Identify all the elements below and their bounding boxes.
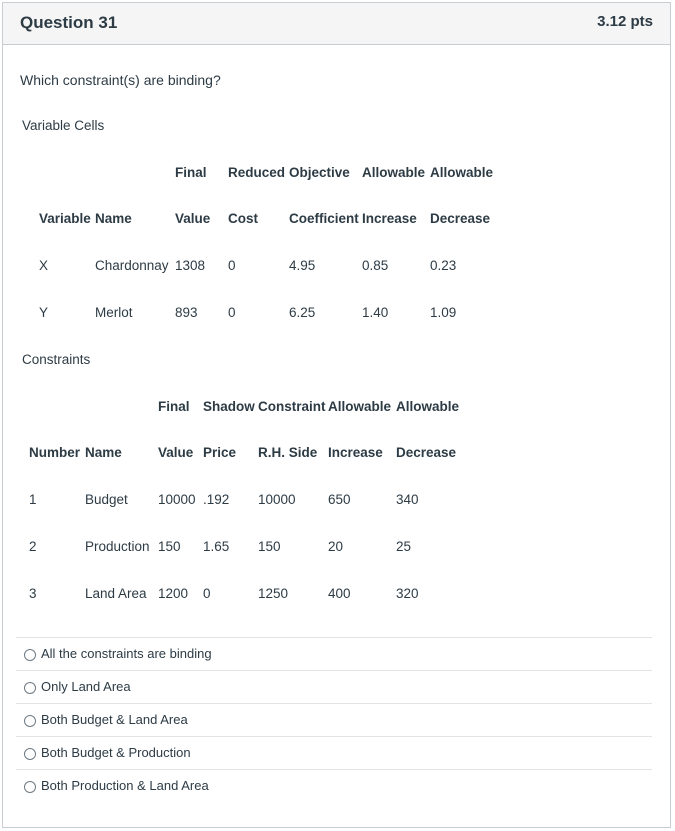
c-header-price: Price bbox=[203, 445, 237, 460]
vc-header-name: Name bbox=[95, 211, 132, 226]
vc-header-variable: Variable bbox=[39, 211, 91, 226]
table-cell: .192 bbox=[203, 492, 230, 507]
table-cell: 150 bbox=[158, 539, 181, 554]
answer-option-production-land-area[interactable] bbox=[16, 769, 652, 802]
answer-option-budget-land-area[interactable] bbox=[16, 703, 652, 736]
c-header-rh-side: R.H. Side bbox=[258, 445, 318, 460]
table-cell: 0.85 bbox=[362, 258, 389, 273]
table-cell: 340 bbox=[396, 492, 419, 507]
table-cell: 400 bbox=[328, 586, 351, 601]
vc-header-allowable-2: Allowable bbox=[430, 165, 494, 180]
table-cell: Chardonnay bbox=[95, 258, 169, 273]
answer-label[interactable]: Both Budget & Land Area bbox=[41, 712, 188, 727]
vc-header-value: Value bbox=[175, 211, 211, 226]
radio-button[interactable] bbox=[24, 748, 36, 760]
answer-list bbox=[16, 637, 652, 802]
vc-header-final: Final bbox=[175, 165, 207, 180]
c-header-allowable-1: Allowable bbox=[328, 399, 392, 414]
table-cell: 320 bbox=[396, 586, 419, 601]
constraints-heading: Constraints bbox=[22, 352, 91, 367]
answer-label[interactable]: Both Production & Land Area bbox=[41, 778, 209, 793]
c-header-decrease: Decrease bbox=[396, 445, 457, 460]
table-cell: X bbox=[39, 258, 49, 273]
table-cell: 0 bbox=[228, 305, 236, 320]
table-cell: 893 bbox=[175, 305, 198, 320]
radio-button[interactable] bbox=[24, 649, 36, 661]
answer-label[interactable]: All the constraints are binding bbox=[41, 646, 212, 661]
vc-header-objective: Objective bbox=[289, 165, 350, 180]
c-header-final: Final bbox=[158, 399, 190, 414]
answer-option-budget-production[interactable] bbox=[16, 736, 652, 769]
table-cell: Y bbox=[39, 305, 49, 320]
table-cell: 4.95 bbox=[289, 258, 316, 273]
table-cell: 1.65 bbox=[203, 539, 230, 554]
c-header-constraint: Constraint bbox=[258, 399, 326, 414]
table-cell: 1.40 bbox=[362, 305, 389, 320]
table-cell: 20 bbox=[328, 539, 344, 554]
vc-header-cost: Cost bbox=[228, 211, 258, 226]
radio-button[interactable] bbox=[24, 682, 36, 694]
table-cell: 3 bbox=[29, 586, 37, 601]
question-title: Question 31 bbox=[20, 13, 118, 32]
table-cell: Production bbox=[85, 539, 150, 554]
c-header-increase: Increase bbox=[328, 445, 383, 460]
table-cell: Merlot bbox=[95, 305, 133, 320]
table-cell: 2 bbox=[29, 539, 37, 554]
vc-header-decrease: Decrease bbox=[430, 211, 491, 226]
table-cell: Land Area bbox=[85, 586, 147, 601]
table-cell: 10000 bbox=[158, 492, 196, 507]
c-header-value: Value bbox=[158, 445, 194, 460]
table-cell: 0 bbox=[228, 258, 236, 273]
answer-option-only-land-area[interactable] bbox=[16, 670, 652, 703]
table-cell: 6.25 bbox=[289, 305, 316, 320]
table-cell: 0.23 bbox=[430, 258, 457, 273]
table-cell: 1 bbox=[29, 492, 37, 507]
table-cell: 150 bbox=[258, 539, 281, 554]
c-header-name: Name bbox=[85, 445, 122, 460]
c-header-number: Number bbox=[29, 445, 81, 460]
answer-label[interactable]: Both Budget & Production bbox=[41, 745, 191, 760]
table-cell: 25 bbox=[396, 539, 412, 554]
radio-button[interactable] bbox=[24, 781, 36, 793]
c-header-shadow: Shadow bbox=[203, 399, 255, 414]
c-header-allowable-2: Allowable bbox=[396, 399, 460, 414]
question-header bbox=[3, 3, 670, 45]
answer-option-all-binding[interactable] bbox=[16, 637, 652, 670]
table-cell: 1.09 bbox=[430, 305, 457, 320]
table-cell: 1308 bbox=[175, 258, 206, 273]
table-cell: 10000 bbox=[258, 492, 296, 507]
answer-label[interactable]: Only Land Area bbox=[41, 679, 131, 694]
table-cell: 650 bbox=[328, 492, 351, 507]
vc-header-coefficient: Coefficient bbox=[289, 211, 359, 226]
vc-header-increase: Increase bbox=[362, 211, 417, 226]
vc-header-allowable-1: Allowable bbox=[362, 165, 426, 180]
question-points: 3.12 pts bbox=[597, 13, 653, 30]
variable-cells-heading: Variable Cells bbox=[22, 118, 105, 133]
table-cell: 1250 bbox=[258, 586, 289, 601]
vc-header-reduced: Reduced bbox=[228, 165, 286, 180]
table-cell: 0 bbox=[203, 586, 211, 601]
question-prompt: Which constraint(s) are binding? bbox=[20, 72, 221, 88]
radio-button[interactable] bbox=[24, 715, 36, 727]
table-cell: 1200 bbox=[158, 586, 189, 601]
table-cell: Budget bbox=[85, 492, 128, 507]
